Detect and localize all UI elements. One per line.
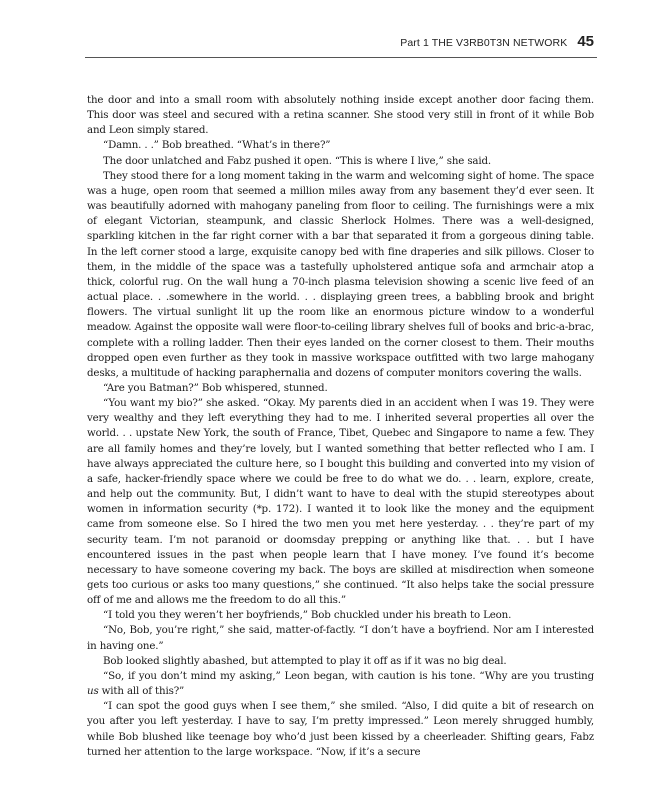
paragraph: “I can spot the good guys when I see them,” she smiled. “Also, I did quite a bit of research on you after you left yesterday. I have to say, I’m pretty impressed.” Leon merely shrugged humbly, while Bob blushed like teenage boy who’d just been kissed by a cheerleader. Shifting gears, Fabz turned her attention to the large workspace. “Now, if it’s a secure bbox=[87, 700, 594, 758]
paragraph: The door unlatched and Fabz pushed it open. “This is where I live,” she said. bbox=[103, 154, 492, 167]
header-rule bbox=[85, 57, 597, 58]
paragraph: “Are you Batman?” Bob whispered, stunned. bbox=[103, 381, 328, 394]
paragraph: Bob looked slightly abashed, but attempted to play it off as if it was no big deal. bbox=[103, 654, 507, 667]
page-number: 45 bbox=[577, 33, 594, 50]
emphasis: us bbox=[87, 685, 99, 698]
paragraph: the door and into a small room with absolutely nothing inside except another door facing them. This door was steel and secured with a retina scanner. She stood very still in front of it while Bob and Leon simply stared. bbox=[87, 94, 594, 137]
body-text bbox=[87, 93, 594, 760]
paragraph: They stood there for a long moment taking in the warm and welcoming sight of home. The space was a huge, open room that seemed a million miles away from any basement they’d ever seen. It was beautifully adorned with mahogany paneling from floor to ceiling. The furnishings were a mix of elegant Victorian, steampunk, and classic Sherlock Holmes. There was a well-designed, sparkling kitchen in the far right corner with a bar that separated it from a gorgeous dining table. In the left corner stood a large, exquisite canopy bed with fine draperies and silk pillows. Closer to them, in the middle of the space was a tastefully upholstered antique sofa and armchair atop a thick, colorful rug. On the wall hung a 70-inch plasma television showing a scenic live feed of an actual place. . .somewhere in the world. . . displaying green trees, a babbling brook and bright flowers. The virtual sunlight lit up the room like an enormous picture window to a wonderful meadow. Against the opposite wall were floor-to-ceiling library shelves full of books and bric-a-brac, complete with a rolling ladder. Then their eyes landed on the corner closest to them. Their mouths dropped open even further as they took in massive workspace outfitted with two large mahogany desks, a multitude of hacking paraphernalia and dozens of computer monitors covering the walls. bbox=[87, 169, 594, 379]
running-header-part: Part 1 THE V3RB0T3N NETWORK bbox=[400, 37, 568, 49]
paragraph: “You want my bio?” she asked. “Okay. My parents died in an accident when I was 19. They were very wealthy and they left everything they had to me. I inherited several properties all over the world. . . upstate New York, the south of France, Tibet, Quebec and Singapore to name a few. They are all family homes and they’re lovely, but I wanted something that better reflected who I am. I have always appreciated the culture here, so I bought this building and converted into my vision of a safe, hacker-friendly space where we could be free to do what we do. . . learn, explore, create, and help out the community. But, I didn’t want to have to deal with the stupid stereotypes about women in information security (*p. 172). I wanted it to look like the money and the equipment came from someone else. So I hired the two men you met here yesterday. . . they’re part of my security team. I’m not paranoid or doomsday prepping or anything like that. . . but I have encountered issues in the past when people learn that I have money. I’ve found it’s become necessary to have someone covering my back. The boys are skilled at misdirection when someone gets too curious or asks too many questions,” she continued. “It also helps take the social pressure off of me and allows me the freedom to do all this.” bbox=[87, 397, 594, 607]
paragraph: “No, Bob, you’re right,” she said, matter-of-factly. “I don’t have a boyfriend. Nor am I interested in having one.” bbox=[87, 624, 594, 652]
running-header bbox=[85, 33, 594, 55]
paragraph: “Damn. . .” Bob breathed. “What’s in there?” bbox=[103, 139, 331, 152]
paragraph: “I told you they weren’t her boyfriends,” Bob chuckled under his breath to Leon. bbox=[103, 609, 512, 622]
paragraph: “So, if you don’t mind my asking,” Leon began, with caution is his tone. “Why are you trusting us with all of this?” bbox=[87, 669, 594, 698]
